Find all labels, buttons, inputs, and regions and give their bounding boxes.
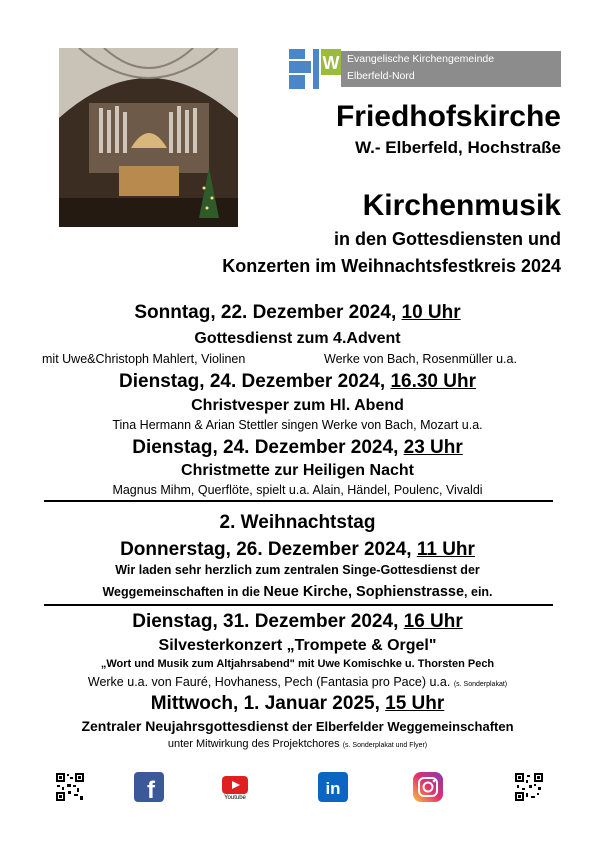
event-detail: Wir laden sehr herzlich zum zentralen Singe-Gottesdienst der: [115, 563, 480, 577]
divider: [44, 500, 553, 502]
event-date: Mittwoch, 1. Januar 2025, 15 Uhr: [150, 693, 445, 714]
logo-line2: Elberfeld-Nord: [347, 70, 415, 82]
section-heading: 2. Weihnachtstag: [219, 512, 376, 533]
event-detail: Zentraler Neujahrsgottesdienst der Elberfelder Weggemeinschaften: [81, 718, 514, 734]
facebook-icon[interactable]: [134, 772, 166, 804]
instagram-icon[interactable]: [413, 772, 445, 804]
event-date: Dienstag, 31. Dezember 2024, 16 Uhr: [132, 611, 463, 632]
qr-code-icon[interactable]: [514, 772, 546, 804]
church-logo-text: [341, 51, 561, 87]
subtitle-line2: Konzerten im Weihnachtsfestkreis 2024: [222, 256, 561, 276]
svg-text:f: f: [147, 777, 155, 802]
event-title: Christmette zur Heiligen Nacht: [181, 462, 414, 479]
event-detail: Magnus Mihm, Querflöte, spielt u.a. Alain, Händel, Poulenc, Vivaldi: [112, 483, 483, 497]
church-address: W.- Elberfeld, Hochstraße: [355, 138, 561, 157]
logo-line1: Evangelische Kirchengemeinde: [347, 53, 495, 65]
event-detail: unter Mitwirkung des Projektchores (s. Sonderplakat und Flyer): [167, 738, 428, 750]
event-date: Dienstag, 24. Dezember 2024, 23 Uhr: [132, 437, 463, 458]
church-name: Friedhofskirche: [335, 100, 561, 133]
youtube-label: Youtube: [224, 795, 246, 801]
event-title: Silvesterkonzert „Trompete & Orgel": [158, 637, 437, 654]
linkedin-icon[interactable]: [318, 772, 350, 804]
event-title: Gottesdienst zum 4.Advent: [194, 330, 401, 347]
svg-text:W: W: [322, 53, 340, 73]
church-interior-photo: [59, 48, 238, 227]
divider: [44, 604, 553, 606]
qr-code-icon[interactable]: [55, 772, 87, 804]
page-title: Kirchenmusik: [362, 189, 561, 222]
event-detail: „Wort und Musik zum Altjahrsabend" mit Uwe Komischke u. Thorsten Pech: [100, 658, 495, 670]
event-detail: Tina Hermann & Arian Stettler singen Werke von Bach, Mozart u.a.: [112, 418, 483, 432]
event-date: Donnerstag, 26. Dezember 2024, 11 Uhr: [120, 539, 475, 560]
event-detail: Weggemeinschaften in die Neue Kirche, Sophienstrasse, ein.: [102, 584, 493, 600]
svg-text:in: in: [325, 779, 341, 798]
event-date: Dienstag, 24. Dezember 2024, 16.30 Uhr: [119, 371, 476, 392]
event-title: Christvesper zum Hl. Abend: [191, 397, 404, 414]
event-detail: mit Uwe&Christoph Mahlert, Violinen Werke von Bach, Rosenmüller u.a.: [42, 352, 517, 366]
youtube-icon[interactable]: [222, 772, 254, 804]
event-date: Sonntag, 22. Dezember 2024, 10 Uhr: [134, 302, 461, 323]
event-detail: Werke u.a. von Fauré, Hovhaness, Pech (Fantasia pro Pace) u.a. (s. Sonderplakat): [87, 675, 508, 689]
subtitle-line1: in den Gottesdiensten und: [333, 229, 561, 249]
